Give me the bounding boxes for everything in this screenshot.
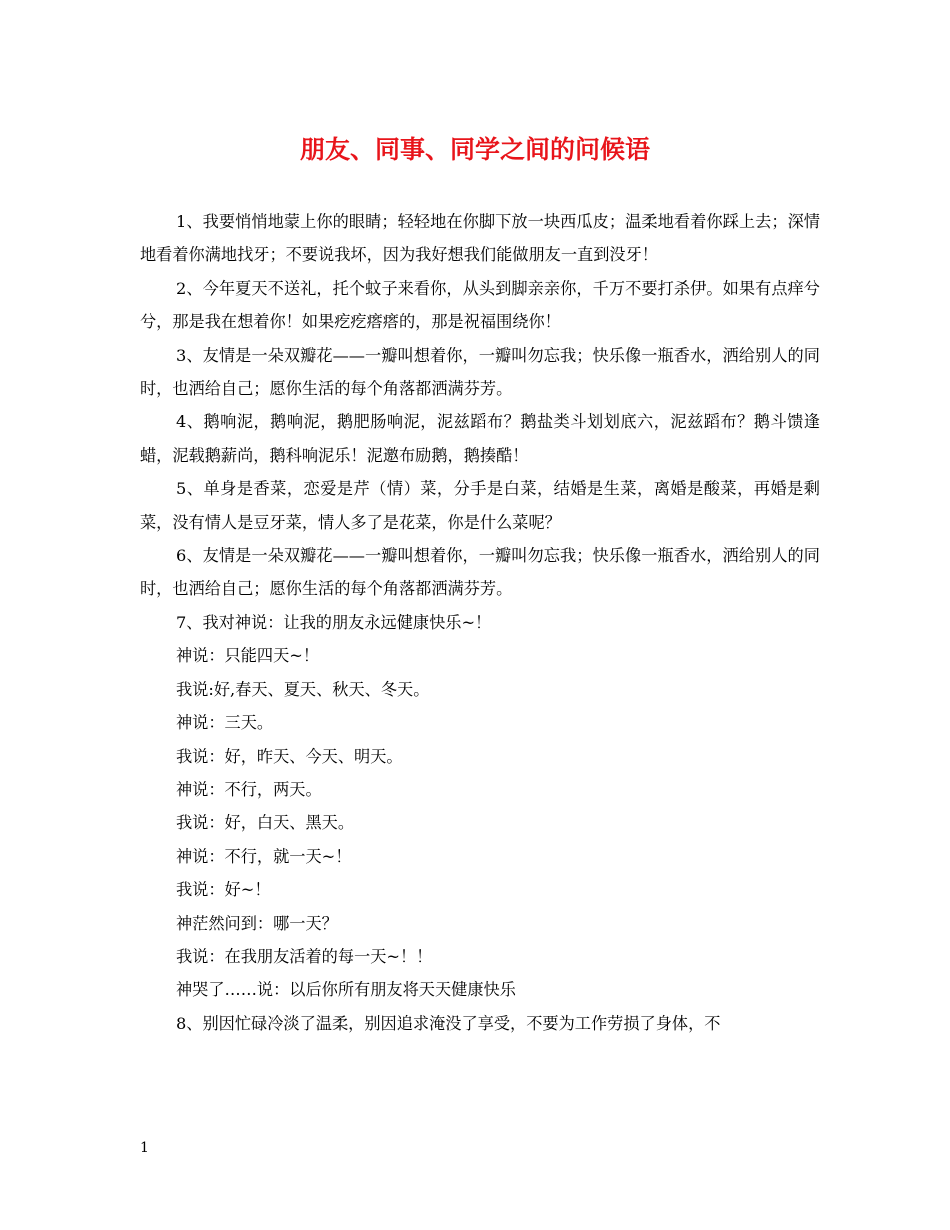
dialogue-line: 神哭了……说：以后你所有朋友将天天健康快乐 [176, 980, 516, 1000]
dialogue-line: 我说:好,春天、夏天、秋天、冬天。 [176, 679, 430, 699]
paragraph: 1、我要悄悄地蒙上你的眼睛；轻轻地在你脚下放一块西瓜皮；温柔地看着你踩上去；深情地看着你满地找牙；不要说我坏，因为我好想我们能做朋友一直到没牙！ [140, 212, 820, 265]
document-title: 朋友、同事、同学之间的问候语 [299, 135, 650, 164]
dialogue-line: 神说：不行，就一天~！ [176, 846, 352, 866]
paragraph: 8、别因忙碌冷淡了温柔，别因追求淹没了享受，不要为工作劳损了身体，不 [176, 1013, 721, 1033]
paragraph: 3、友情是一朵双瓣花——一瓣叫想着你，一瓣叫勿忘我；快乐像一瓶香水，洒给别人的同时，也洒给自己；愿你生活的每个角落都洒满芬芳。 [140, 345, 820, 399]
dialogue-line: 我说：好，白天、黑天。 [176, 813, 355, 833]
paragraph: 4、鹅响泥，鹅响泥，鹅肥肠响泥，泥兹蹈布？鹅盐类斗划划底六，泥兹蹈布？鹅斗馈逢蜡，泥载鹅薪尚，鹅科响泥乐！泥邀布励鹅，鹅揍酷！ [140, 412, 820, 465]
dialogue-line: 神说：只能四天~！ [176, 646, 320, 666]
dialogue-line: 我说：好~！ [176, 880, 271, 900]
paragraph: 7、我对神说：让我的朋友永远健康快乐~！ [176, 612, 492, 632]
paragraph: 2、今年夏天不送礼，托个蚊子来看你，从头到脚亲亲你，千万不要打杀伊。如果有点痒兮兮，那是我在想着你！如果疙疙瘩瘩的，那是祝福围绕你！ [140, 278, 820, 332]
paragraph: 5、单身是香菜，恋爱是芹（情）菜，分手是白菜，结婚是生菜，离婚是酸菜，再婚是剩菜，没有情人是豆牙菜，情人多了是花菜，你是什么菜呢？ [140, 479, 820, 532]
dialogue-line: 我说：好，昨天、今天、明天。 [176, 746, 403, 766]
dialogue-line: 我说：在我朋友活着的每一天~！！ [176, 946, 433, 966]
dialogue-line: 神茫然问到：哪一天？ [176, 913, 338, 933]
page-number: 1 [140, 1140, 149, 1156]
dialogue-line: 神说：不行，两天。 [176, 779, 322, 799]
dialogue-line: 神说：三天。 [176, 713, 274, 733]
paragraph: 6、友情是一朵双瓣花——一瓣叫想着你，一瓣叫勿忘我；快乐像一瓶香水，洒给别人的同时，也洒给自己；愿你生活的每个角落都洒满芬芳。 [140, 546, 820, 599]
document-body [140, 205, 820, 1040]
